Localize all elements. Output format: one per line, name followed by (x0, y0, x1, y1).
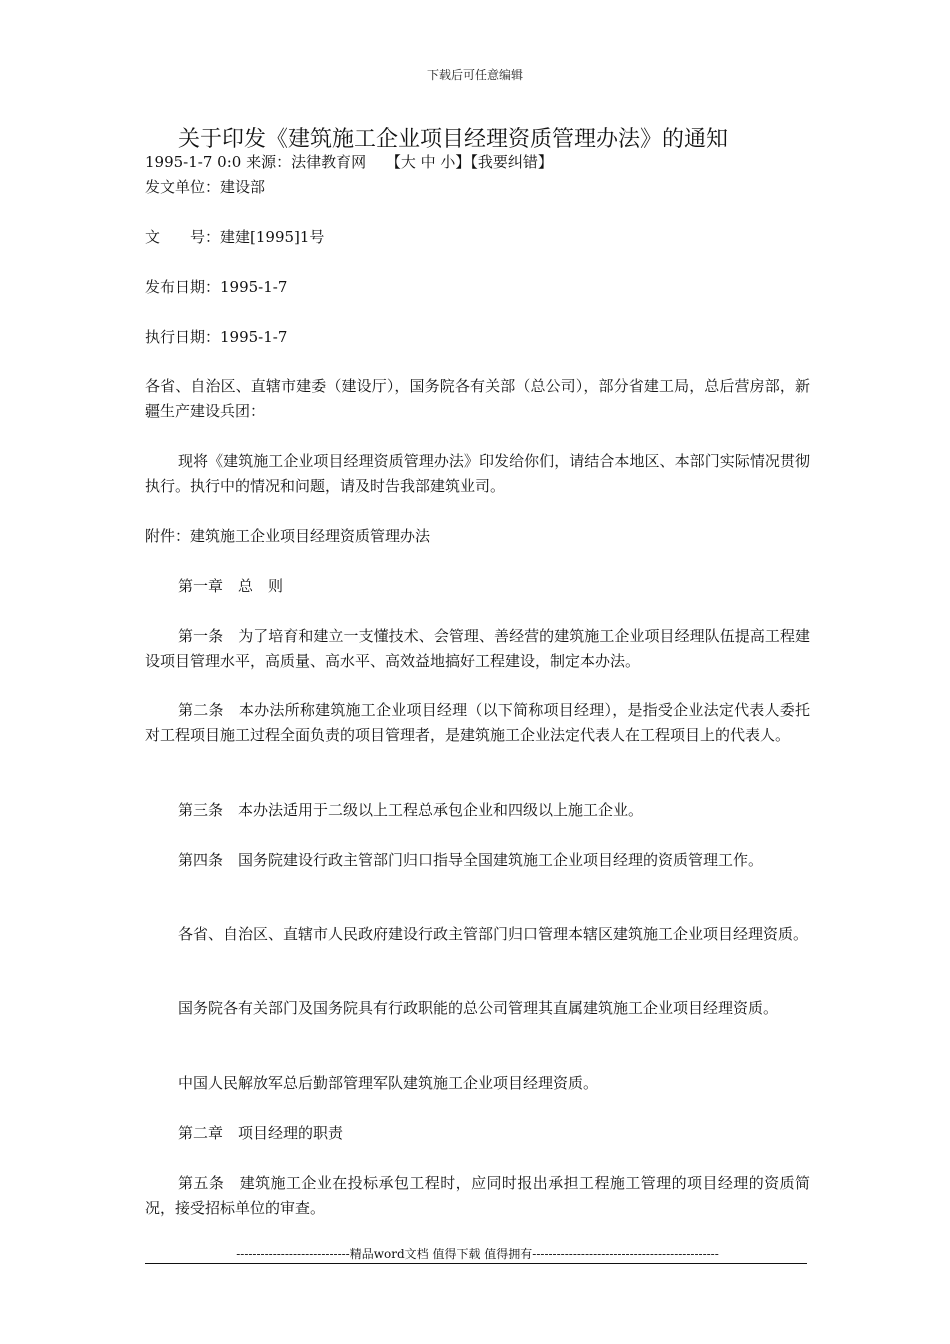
meta-line (145, 150, 810, 175)
date-source: 1995-1-7 0:0 来源：法律教育网 (145, 153, 367, 171)
article-5: 第五条 建筑施工企业在投标承包工程时，应同时报出承担工程施工管理的项目经理的资质简况，接受招标单位的审查。 (145, 1174, 810, 1217)
header-note: 下载后可任意编辑 (426, 68, 523, 82)
attachment-line: 附件：建筑施工企业项目经理资质管理办法 (145, 527, 431, 545)
publish-date: 发布日期：1995-1-7 (145, 278, 288, 296)
article-2: 第二条 本办法所称建筑施工企业项目经理（以下简称项目经理），是指受企业法定代表人委托对工程项目施工过程全面负责的项目管理者，是建筑施工企业法定代表人在工程项目上的代表人。 (145, 701, 810, 744)
effective-date: 执行日期：1995-1-7 (145, 328, 288, 346)
addressees: 各省、自治区、直辖市建委（建设厅），国务院各有关部（总公司），部分省建工局，总后营房部，新疆生产建设兵团： (145, 377, 810, 420)
paragraph-provinces: 各省、自治区、直辖市人民政府建设行政主管部门归口管理本辖区建筑施工企业项目经理资质。 (178, 925, 809, 943)
paragraph-state-council: 国务院各有关部门及国务院具有行政职能的总公司管理其直属建筑施工企业项目经理资质。 (178, 999, 779, 1017)
article-4: 第四条 国务院建设行政主管部门归口指导全国建筑施工企业项目经理的资质管理工作。 (178, 851, 764, 869)
article-1: 第一条 为了培育和建立一支懂技术、会管理、善经营的建筑施工企业项目经理队伍提高工程建设项目管理水平，高质量、高水平、高效益地搞好工程建设，制定本办法。 (145, 627, 810, 670)
paragraph-pla: 中国人民解放军总后勤部管理军队建筑施工企业项目经理资质。 (178, 1074, 599, 1092)
footer-banner: ----------------------------精品word文档 值得下载 值得拥有---------------------------------------------- (236, 1247, 719, 1261)
issuer: 发文单位：建设部 (145, 178, 266, 196)
font-size-links[interactable]: 【大 中 小】【我要纠错】 (385, 153, 553, 171)
chapter-2-heading: 第二章 项目经理的职责 (178, 1124, 344, 1142)
article-3: 第三条 本办法适用于二级以上工程总承包企业和四级以上施工企业。 (178, 801, 644, 819)
document-title: 关于印发《建筑施工企业项目经理资质管理办法》的通知 (178, 127, 729, 152)
intro-paragraph: 现将《建筑施工企业项目经理资质管理办法》印发给你们，请结合本地区、本部门实际情况贯彻执行。执行中的情况和问题，请及时告我部建筑业司。 (145, 452, 810, 495)
footer-divider (145, 1263, 807, 1264)
chapter-1-heading: 第一章 总 则 (178, 577, 284, 595)
doc-number: 文 号：建建[1995]1号 (145, 228, 325, 246)
